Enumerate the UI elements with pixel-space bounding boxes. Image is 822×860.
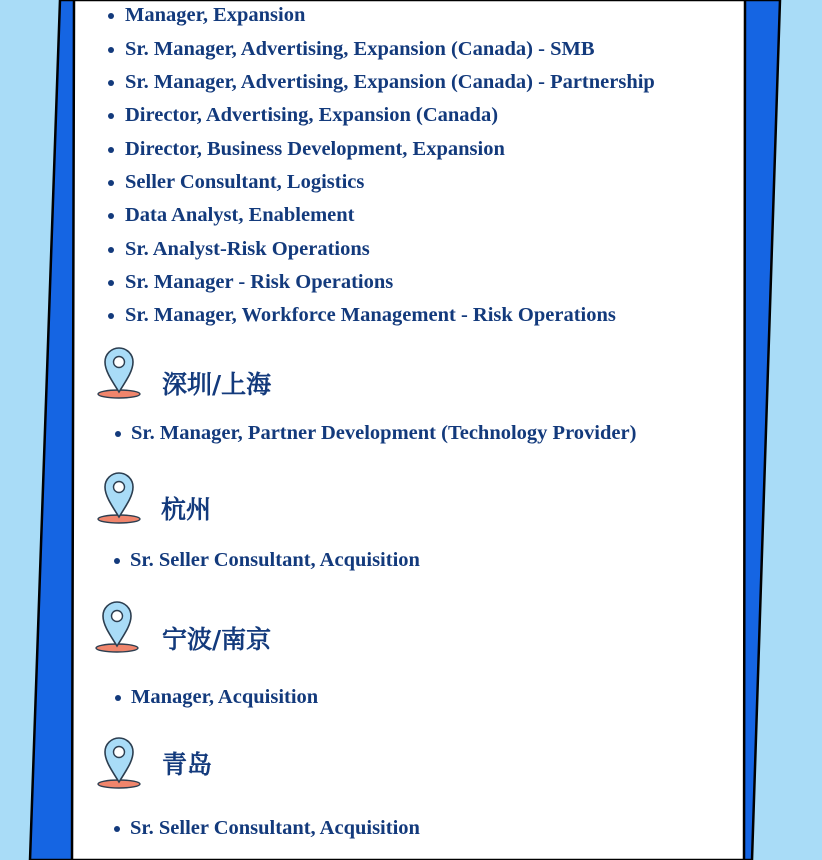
- job-item: Sr. Seller Consultant, Acquisition: [114, 548, 420, 572]
- job-item: Sr. Manager, Advertising, Expansion (Canada) - SMB: [108, 37, 595, 61]
- location-pin-icon: [96, 736, 144, 790]
- location-pin-icon: [96, 346, 144, 400]
- job-item: Manager, Acquisition: [115, 685, 318, 709]
- job-item: Manager, Expansion: [108, 3, 305, 27]
- job-item: Director, Business Development, Expansion: [108, 137, 505, 161]
- job-item: Sr. Manager - Risk Operations: [108, 270, 393, 294]
- job-item: Sr. Analyst-Risk Operations: [108, 237, 370, 261]
- job-item: Director, Advertising, Expansion (Canada): [108, 103, 498, 127]
- location-title: 杭州: [161, 495, 212, 524]
- job-item: Seller Consultant, Logistics: [108, 170, 364, 194]
- location-pin-icon: [96, 471, 144, 525]
- job-item: Sr. Seller Consultant, Acquisition: [114, 816, 420, 840]
- location-pin-icon: [94, 600, 142, 654]
- location-title: 宁波/南京: [162, 625, 272, 654]
- job-item: Sr. Manager, Partner Development (Technology Provider): [115, 421, 636, 445]
- location-title: 青岛: [162, 750, 213, 779]
- location-title: 深圳/上海: [162, 370, 272, 399]
- job-item: Data Analyst, Enablement: [108, 203, 355, 227]
- job-item: Sr. Manager, Advertising, Expansion (Canada) - Partnership: [108, 70, 655, 94]
- job-item: Sr. Manager, Workforce Management - Risk Operations: [108, 303, 616, 327]
